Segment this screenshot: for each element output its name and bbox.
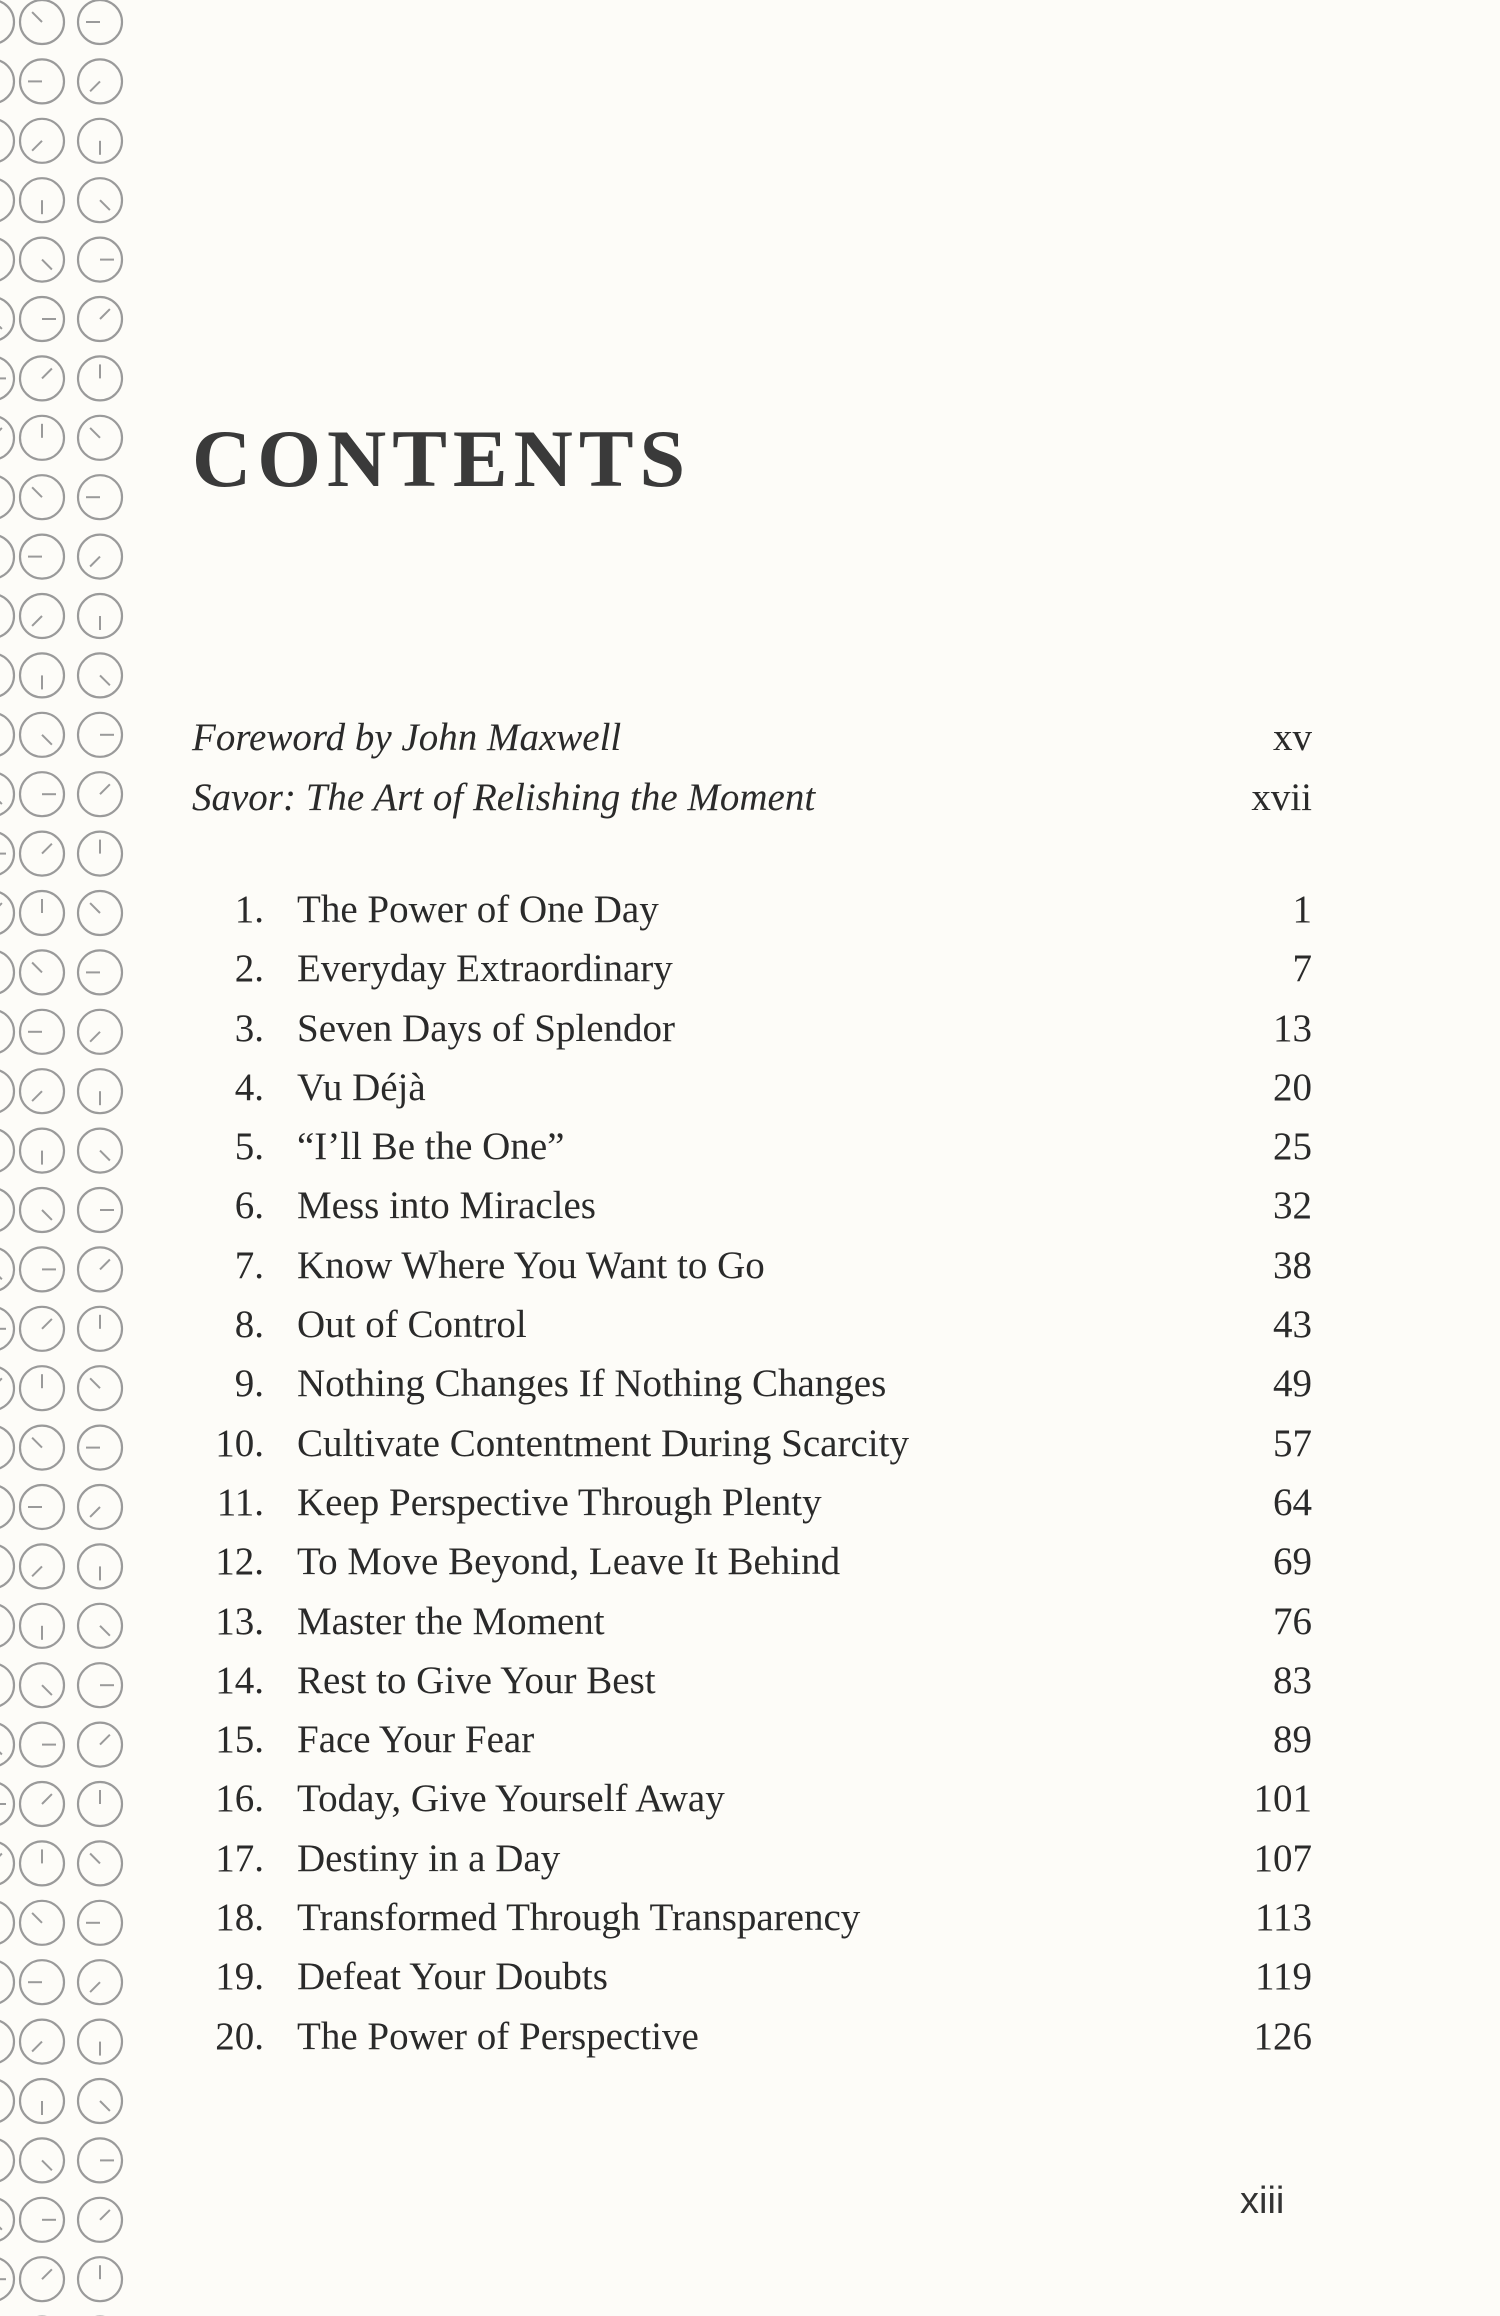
clock-face-icon bbox=[0, 1544, 14, 1588]
clock-face-icon bbox=[78, 1663, 122, 1707]
toc-entry-page: 64 bbox=[1273, 1480, 1312, 1524]
clock-face-icon bbox=[20, 713, 64, 757]
clock-face-icon bbox=[20, 2198, 64, 2242]
clock-face-icon bbox=[20, 2079, 64, 2123]
toc-entry-title: Everyday Extraordinary bbox=[297, 947, 673, 991]
toc-entry-title: Defeat Your Doubts bbox=[297, 1955, 608, 1999]
clock-face-icon bbox=[0, 119, 14, 163]
clock-face-icon bbox=[20, 594, 64, 638]
toc-entry bbox=[192, 1592, 1312, 1651]
chapter-number: 17. bbox=[215, 1836, 264, 1880]
clock-face-icon bbox=[0, 1663, 14, 1707]
clock-face-icon bbox=[20, 2020, 64, 2064]
toc-entry bbox=[192, 1947, 1312, 2006]
toc-entry-title: Transformed Through Transparency bbox=[297, 1896, 861, 1940]
clock-face-icon bbox=[78, 119, 122, 163]
chapter-number: 10. bbox=[215, 1421, 264, 1465]
toc-entry bbox=[192, 1414, 1312, 1473]
clock-face-icon bbox=[20, 238, 64, 282]
toc-entry bbox=[192, 1295, 1312, 1354]
chapter-number: 8. bbox=[234, 1303, 264, 1347]
clock-face-icon bbox=[20, 1010, 64, 1054]
clock-face-icon bbox=[20, 119, 64, 163]
clock-face-icon bbox=[78, 1129, 122, 1173]
clock-face-icon bbox=[0, 1485, 14, 1529]
chapter-number: 7. bbox=[234, 1243, 264, 1287]
clock-face-icon bbox=[78, 1069, 122, 1113]
toc-entry-title: Mess into Miracles bbox=[297, 1184, 596, 1228]
clock-face-icon bbox=[78, 772, 122, 816]
clock-face-icon bbox=[0, 238, 14, 282]
clock-face-icon bbox=[20, 1960, 64, 2004]
clock-face-icon bbox=[78, 832, 122, 876]
clock-face-icon bbox=[20, 1069, 64, 1113]
clock-face-icon bbox=[20, 950, 64, 994]
clock-face-icon bbox=[0, 1782, 14, 1826]
toc-entry-title: The Power of Perspective bbox=[297, 2014, 699, 2058]
clock-face-icon bbox=[20, 1485, 64, 1529]
clock-face-icon bbox=[20, 653, 64, 697]
toc-entry bbox=[192, 999, 1312, 1058]
toc-entry bbox=[192, 939, 1312, 998]
toc-entry bbox=[192, 1117, 1312, 1176]
clock-face-icon bbox=[78, 59, 122, 103]
clock-face-icon bbox=[78, 2257, 122, 2301]
clock-face-icon bbox=[20, 1426, 64, 1470]
page-number: xiii bbox=[1240, 2180, 1285, 2222]
toc-entry-page: 89 bbox=[1273, 1718, 1312, 1762]
toc-entry bbox=[192, 1888, 1312, 1947]
chapter-number: 11. bbox=[216, 1480, 264, 1524]
toc-entry-title: Rest to Give Your Best bbox=[297, 1658, 656, 1702]
clock-face-icon bbox=[0, 59, 14, 103]
clock-face-icon bbox=[0, 297, 14, 341]
clock-face-icon bbox=[20, 2257, 64, 2301]
clock-face-icon bbox=[20, 1307, 64, 1351]
chapter-number: 6. bbox=[234, 1184, 264, 1228]
chapter-list bbox=[192, 880, 1312, 2066]
clock-face-icon bbox=[0, 832, 14, 876]
toc-entry bbox=[192, 1829, 1312, 1888]
clock-face-icon bbox=[78, 178, 122, 222]
chapter-number: 9. bbox=[234, 1362, 264, 1406]
toc-entry-page: 76 bbox=[1273, 1599, 1312, 1643]
clock-face-icon bbox=[20, 1544, 64, 1588]
clock-face-icon bbox=[20, 1247, 64, 1291]
clock-face-icon bbox=[78, 713, 122, 757]
clock-face-icon bbox=[20, 1129, 64, 1173]
clock-border-decoration bbox=[0, 0, 150, 2316]
toc-entry-page: 43 bbox=[1273, 1303, 1312, 1347]
clock-face-icon bbox=[20, 297, 64, 341]
toc-entry-page: 7 bbox=[1292, 947, 1312, 991]
clock-face-icon bbox=[78, 1782, 122, 1826]
clock-face-icon bbox=[0, 713, 14, 757]
chapter-number: 19. bbox=[215, 1955, 264, 1999]
clock-face-icon bbox=[20, 1782, 64, 1826]
clock-face-icon bbox=[20, 535, 64, 579]
clock-face-icon bbox=[0, 1604, 14, 1648]
toc-entry bbox=[192, 1473, 1312, 1532]
toc-entry bbox=[192, 1651, 1312, 1710]
clock-face-icon bbox=[78, 1960, 122, 2004]
clock-face-icon bbox=[78, 1247, 122, 1291]
clock-face-icon bbox=[78, 2020, 122, 2064]
clock-face-icon bbox=[78, 1010, 122, 1054]
clock-face-icon bbox=[0, 1129, 14, 1173]
clock-face-icon bbox=[78, 1544, 122, 1588]
clock-face-icon bbox=[78, 297, 122, 341]
clock-face-icon bbox=[0, 475, 14, 519]
clock-face-icon bbox=[78, 535, 122, 579]
toc-entry bbox=[192, 768, 1312, 828]
clock-face-icon bbox=[0, 950, 14, 994]
clock-face-icon bbox=[0, 356, 14, 400]
clock-face-icon bbox=[78, 891, 122, 935]
clock-face-icon bbox=[20, 475, 64, 519]
toc-entry bbox=[192, 1176, 1312, 1235]
clock-face-icon bbox=[78, 356, 122, 400]
clock-face-icon bbox=[78, 1604, 122, 1648]
clock-face-icon bbox=[20, 59, 64, 103]
toc-entry-page: 49 bbox=[1273, 1362, 1312, 1406]
toc-entry-title: Keep Perspective Through Plenty bbox=[297, 1480, 822, 1524]
toc-entry-title: Master the Moment bbox=[297, 1599, 605, 1643]
toc-entry-title: Know Where You Want to Go bbox=[297, 1243, 765, 1287]
toc-entry-page: xv bbox=[1273, 716, 1312, 759]
toc-entry-title: Destiny in a Day bbox=[297, 1836, 561, 1880]
clock-face-icon bbox=[78, 0, 122, 44]
toc-entry-title: Savor: The Art of Relishing the Moment bbox=[192, 776, 816, 819]
chapter-number: 12. bbox=[215, 1540, 264, 1584]
clock-face-icon bbox=[78, 416, 122, 460]
toc-entry-title: Seven Days of Splendor bbox=[297, 1006, 676, 1050]
clock-face-icon bbox=[78, 2138, 122, 2182]
clock-face-icon bbox=[0, 0, 14, 44]
clock-face-icon bbox=[0, 2020, 14, 2064]
clock-face-icon bbox=[0, 178, 14, 222]
toc-entry-title: Foreword by John Maxwell bbox=[192, 716, 622, 759]
toc-entry-title: The Power of One Day bbox=[297, 888, 659, 931]
page-title: CONTENTS bbox=[192, 413, 692, 504]
clock-face-icon bbox=[20, 416, 64, 460]
toc-entry-page: 32 bbox=[1273, 1184, 1312, 1228]
toc-entry-page: 1 bbox=[1292, 888, 1312, 931]
toc-entry-title: Vu Déjà bbox=[297, 1065, 426, 1109]
toc-entry-page: 57 bbox=[1273, 1421, 1312, 1465]
clock-face-icon bbox=[20, 1663, 64, 1707]
clock-face-icon bbox=[20, 1723, 64, 1767]
chapter-number: 16. bbox=[215, 1777, 264, 1821]
toc-entry-page: xvii bbox=[1251, 776, 1312, 819]
toc-entry-page: 119 bbox=[1254, 1955, 1312, 1999]
toc-entry-title: To Move Beyond, Leave It Behind bbox=[297, 1540, 841, 1584]
toc-entry-title: Out of Control bbox=[297, 1303, 527, 1347]
clock-face-icon bbox=[0, 0, 150, 2316]
clock-face-icon bbox=[78, 594, 122, 638]
clock-face-icon bbox=[20, 1841, 64, 1885]
chapter-number: 4. bbox=[234, 1065, 264, 1109]
chapter-number: 20. bbox=[215, 2014, 264, 2058]
front-matter-list bbox=[192, 708, 1312, 828]
clock-face-icon bbox=[0, 2079, 14, 2123]
clock-face-icon bbox=[78, 2198, 122, 2242]
chapter-number: 1. bbox=[234, 888, 264, 931]
toc-entry-title: Face Your Fear bbox=[297, 1718, 535, 1762]
clock-face-icon bbox=[78, 1723, 122, 1767]
toc-entry-page: 83 bbox=[1273, 1658, 1312, 1702]
clock-face-icon bbox=[78, 475, 122, 519]
toc-entry-title: Cultivate Contentment During Scarcity bbox=[297, 1421, 909, 1465]
clock-face-icon bbox=[0, 772, 14, 816]
chapter-number: 18. bbox=[215, 1896, 264, 1940]
chapter-number: 5. bbox=[234, 1125, 264, 1169]
clock-face-icon bbox=[0, 1307, 14, 1351]
chapter-number: 13. bbox=[215, 1599, 264, 1643]
toc-entry-page: 25 bbox=[1273, 1125, 1312, 1169]
clock-face-icon bbox=[0, 2257, 14, 2301]
clock-face-icon bbox=[78, 1307, 122, 1351]
clock-face-icon bbox=[78, 1426, 122, 1470]
toc-entry-page: 101 bbox=[1253, 1777, 1312, 1821]
clock-face-icon bbox=[78, 950, 122, 994]
clock-face-icon bbox=[20, 1188, 64, 1232]
clock-face-icon bbox=[20, 178, 64, 222]
clock-face-icon bbox=[0, 1960, 14, 2004]
toc-entry-title: “I’ll Be the One” bbox=[297, 1125, 565, 1169]
clock-face-icon bbox=[20, 356, 64, 400]
clock-face-icon bbox=[78, 2079, 122, 2123]
clock-face-icon bbox=[20, 832, 64, 876]
chapter-number: 3. bbox=[234, 1006, 264, 1050]
clock-face-icon bbox=[0, 1010, 14, 1054]
toc-entry-page: 69 bbox=[1273, 1540, 1312, 1584]
toc-entry bbox=[192, 880, 1312, 939]
clock-face-icon bbox=[20, 1901, 64, 1945]
clock-face-icon bbox=[78, 653, 122, 697]
clock-face-icon bbox=[20, 891, 64, 935]
clock-face-icon bbox=[0, 2198, 14, 2242]
toc-entry bbox=[192, 2007, 1312, 2066]
clock-face-icon bbox=[78, 1901, 122, 1945]
toc-entry-page: 20 bbox=[1273, 1065, 1312, 1109]
toc-entry-page: 113 bbox=[1254, 1896, 1312, 1940]
toc-entry bbox=[192, 1532, 1312, 1591]
clock-face-icon bbox=[20, 1604, 64, 1648]
toc-entry bbox=[192, 1058, 1312, 1117]
toc-entry bbox=[192, 1354, 1312, 1413]
clock-face-icon bbox=[78, 1841, 122, 1885]
clock-face-icon bbox=[0, 1188, 14, 1232]
clock-face-icon bbox=[0, 653, 14, 697]
toc-entry-page: 13 bbox=[1273, 1006, 1312, 1050]
toc-entry bbox=[192, 1710, 1312, 1769]
clock-face-icon bbox=[20, 1366, 64, 1410]
toc-entry-page: 126 bbox=[1253, 2014, 1312, 2058]
toc-entry bbox=[192, 1236, 1312, 1295]
clock-face-icon bbox=[78, 1188, 122, 1232]
clock-face-icon bbox=[0, 535, 14, 579]
clock-face-icon bbox=[0, 1069, 14, 1113]
toc-entry bbox=[192, 708, 1312, 768]
toc-entry-title: Nothing Changes If Nothing Changes bbox=[297, 1362, 887, 1406]
clock-face-icon bbox=[78, 1366, 122, 1410]
clock-face-icon bbox=[0, 1366, 14, 1410]
clock-face-icon bbox=[0, 1426, 14, 1470]
clock-face-icon bbox=[0, 1723, 14, 1767]
toc-entry-page: 38 bbox=[1273, 1243, 1312, 1287]
clock-face-icon bbox=[0, 1841, 14, 1885]
toc-entry-page: 107 bbox=[1253, 1836, 1312, 1880]
clock-face-icon bbox=[20, 2138, 64, 2182]
clock-face-icon bbox=[78, 1485, 122, 1529]
clock-face-icon bbox=[0, 1901, 14, 1945]
chapter-number: 15. bbox=[215, 1718, 264, 1762]
clock-face-icon bbox=[20, 772, 64, 816]
clock-face-icon bbox=[0, 2138, 14, 2182]
clock-face-icon bbox=[0, 891, 14, 935]
clock-face-icon bbox=[78, 238, 122, 282]
clock-face-icon bbox=[0, 416, 14, 460]
chapter-number: 2. bbox=[234, 947, 264, 991]
clock-face-icon bbox=[0, 1247, 14, 1291]
toc-entry-title: Today, Give Yourself Away bbox=[297, 1777, 725, 1821]
clock-face-icon bbox=[0, 594, 14, 638]
clock-face-icon bbox=[20, 0, 64, 44]
chapter-number: 14. bbox=[215, 1658, 264, 1702]
toc-entry bbox=[192, 1769, 1312, 1828]
